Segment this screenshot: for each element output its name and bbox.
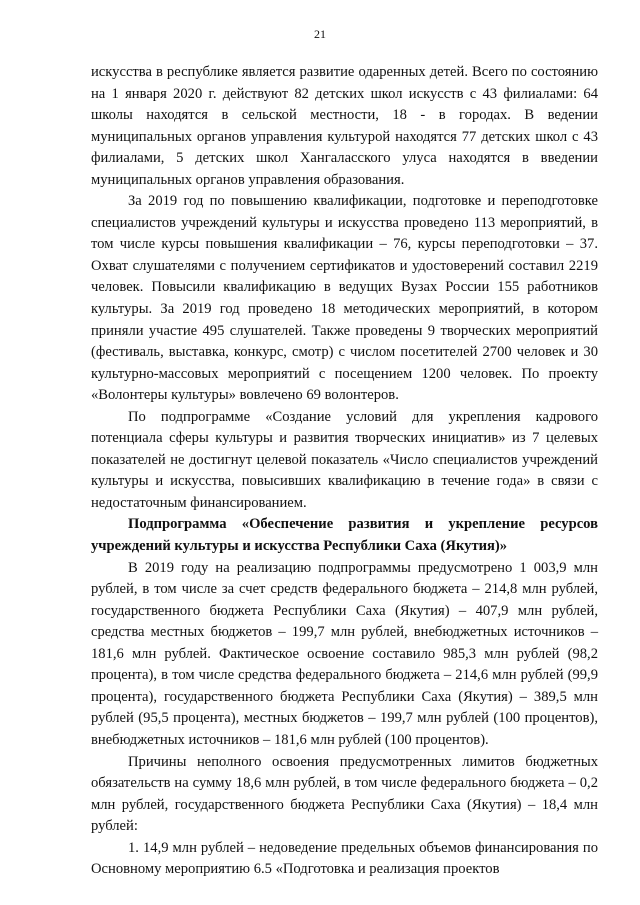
paragraph-subprogram-staff: По подпрограмме «Создание условий для укрепления кадрового потенциала сферы культуры и развития творческих инициатив» из 7 целевых показателей не достигнут целевой показатель «Число специалистов учреждений культуры и искусства, повысивших квалификацию в течение года» в связи с недостаточным финансированием. [91, 408, 598, 511]
paragraph-art-schools: искусства в республике является развитие одаренных детей. Всего по состоянию на 1 января 2020 г. действуют 82 детских школ искусств с 43 филиалами: 64 школы находятся в сельской местности, 18 - в городах. В ведении муниципальных органов управления культурой находятся 77 детских школ с 43 филиалами, 5 детских школ Хангаласского улуса находятся в введении муниципальных органов управления образования. [91, 64, 598, 188]
section-heading: Подпрограмма «Обеспечение развития и укрепление ресурсов учреждений культуры и искусства Республики Саха (Якутия)» [91, 516, 598, 555]
paragraph-underspend-reasons: Причины неполного освоения предусмотренных лимитов бюджетных обязательств на сумму 18,6 млн рублей, в том числе федерального бюджета – 0,2 млн рублей, государственного бюджета Республики Саха (Якутия) – 18,4 млн рублей: [91, 753, 598, 835]
paragraph-list-item-1: 1. 14,9 млн рублей – недоведение предельных объемов финансирования по Основному мероприятию 6.5 «Подготовка и реализация проектов [91, 839, 598, 878]
document-body [91, 62, 598, 881]
page-number: 21 [314, 27, 326, 41]
paragraph-funding: В 2019 году на реализацию подпрограммы предусмотрено 1 003,9 млн рублей, в том числе за счет средств федерального бюджета – 214,8 млн рублей, государственного бюджета Республики Саха (Якутия) – 407,9 млн рублей, средства местных бюджетов – 199,7 млн рублей, внебюджетных источников – 181,6 млн рублей. Фактическое освоение составило 985,3 млн рублей (98,2 процента), в том числе средства федерального бюджета – 214,6 млн рублей (99,9 процента), государственного бюджета Республики Саха (Якутия) – 389,5 млн рублей (95,5 процента), местных бюджетов – 199,7 млн рублей (100 процентов), внебюджетных источников – 181,6 млн рублей (100 процентов). [91, 559, 598, 748]
paragraph-qualification: За 2019 год по повышению квалификации, подготовке и переподготовке специалистов учреждений культуры и искусства проведено 113 мероприятий, в том числе курсы повышения квалификации – 76, курсы переподготовки – 37. Охват слушателями с получением сертификатов и удостоверений составил 2219 человек. Повысили квалификацию в ведущих Вузах России 155 работников культуры. За 2019 год проведено 18 методических мероприятий, в котором приняли участие 495 слушателей. Также проведены 9 творческих мероприятий (фестиваль, выставка, конкурс, смотр) с числом посетителей 2700 человек и 30 культурно-массовых мероприятий с посещением 1200 человек. По проекту «Волонтеры культуры» вовлечено 69 волонтеров. [91, 193, 598, 404]
